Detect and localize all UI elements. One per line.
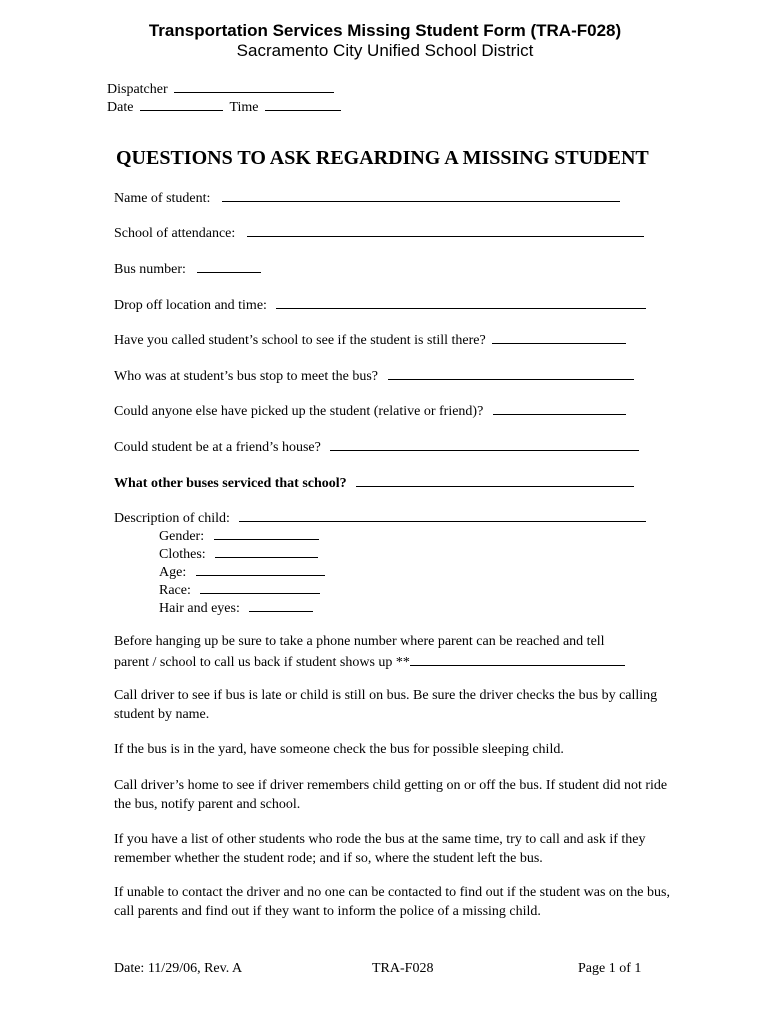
driver-home-instruction: Call driver’s home to see if driver remembers child getting on or off the bus. If student did not ride the bus, notify parent and school.: [114, 778, 668, 812]
question-label: School of attendance:: [114, 226, 236, 241]
bus-stop-field[interactable]: [388, 366, 634, 380]
call-driver-instruction: Call driver to see if bus is late or child is still on bus. Be sure the driver checks the bus by calling student by name.: [114, 688, 658, 722]
footer-form-code: TRA-F028: [372, 961, 434, 976]
question-label: Could anyone else have picked up the student (relative or friend)?: [114, 404, 484, 419]
picked-up-field[interactable]: [493, 401, 626, 415]
date-time-row: [107, 97, 341, 116]
friends-house-field[interactable]: [330, 437, 639, 451]
phone-instruction-line1: Before hanging up be sure to take a phone number where parent can be reached and tell: [114, 634, 605, 649]
question-friends-house: [114, 437, 639, 457]
dispatcher-label: Dispatcher: [107, 82, 168, 97]
age-field[interactable]: [196, 562, 325, 576]
called-school-field[interactable]: [492, 330, 626, 344]
section-heading: QUESTIONS TO ASK REGARDING A MISSING STUDENT: [116, 147, 649, 169]
dispatcher-field[interactable]: [174, 79, 334, 93]
date-field[interactable]: [140, 97, 223, 111]
other-students-instruction: If you have a list of other students who rode the bus at the same time, try to call and ask if they remember whether the student rode; and if so, where the student left the bus.: [114, 832, 646, 866]
gender-label: Gender:: [159, 529, 205, 544]
time-field[interactable]: [265, 97, 341, 111]
bus-number-field[interactable]: [197, 259, 261, 273]
question-label: Drop off location and time:: [114, 298, 267, 313]
time-label: Time: [229, 100, 259, 115]
age-row: [159, 562, 325, 582]
clothes-label: Clothes:: [159, 547, 206, 562]
dispatcher-row: [107, 79, 334, 98]
race-row: [159, 580, 320, 600]
gender-field[interactable]: [214, 526, 319, 540]
other-buses-field[interactable]: [356, 473, 634, 487]
callback-number-field[interactable]: [410, 652, 625, 666]
description-row: [114, 508, 646, 528]
question-bus-stop: [114, 366, 634, 386]
district-name: Sacramento City Unified School District: [236, 41, 534, 60]
drop-off-field[interactable]: [276, 295, 646, 309]
question-label: Could student be at a friend’s house?: [114, 440, 321, 455]
description-field[interactable]: [239, 508, 646, 522]
hair-eyes-row: [159, 598, 313, 618]
question-bus-number: [114, 259, 261, 279]
race-field[interactable]: [200, 580, 320, 594]
hair-eyes-label: Hair and eyes:: [159, 601, 240, 616]
question-drop-off: [114, 295, 646, 315]
form-title: Transportation Services Missing Student Form (TRA-F028): [148, 21, 622, 40]
question-other-buses: [114, 473, 634, 493]
question-picked-up: [114, 401, 626, 421]
date-label: Date: [107, 100, 134, 115]
student-name-field[interactable]: [222, 188, 620, 202]
race-label: Race:: [159, 583, 191, 598]
description-label: Description of child:: [114, 511, 230, 526]
gender-row: [159, 526, 319, 546]
unable-contact-instruction: If unable to contact the driver and no one can be contacted to find out if the student was on the bus, call parents and find out if they want to inform the police of a missing child.: [114, 885, 670, 919]
bus-yard-instruction: If the bus is in the yard, have someone check the bus for possible sleeping child.: [114, 742, 564, 757]
age-label: Age:: [159, 565, 187, 580]
question-school: [114, 223, 644, 243]
question-label: What other buses serviced that school?: [114, 476, 347, 491]
footer-date: Date: 11/29/06, Rev. A: [114, 961, 243, 976]
school-field[interactable]: [247, 223, 644, 237]
hair-eyes-field[interactable]: [249, 598, 313, 612]
question-called-school: [114, 330, 626, 350]
clothes-row: [159, 544, 318, 564]
question-name: [114, 188, 620, 208]
footer-page-number: Page 1 of 1: [578, 961, 642, 976]
question-label: Bus number:: [114, 262, 186, 277]
phone-instruction-text: parent / school to call us back if student shows up **: [114, 655, 410, 670]
clothes-field[interactable]: [215, 544, 318, 558]
question-label: Name of student:: [114, 191, 211, 206]
question-label: Have you called student’s school to see if the student is still there?: [114, 333, 486, 348]
question-label: Who was at student’s bus stop to meet the bus?: [114, 369, 379, 384]
phone-instruction-line2: [114, 652, 625, 672]
